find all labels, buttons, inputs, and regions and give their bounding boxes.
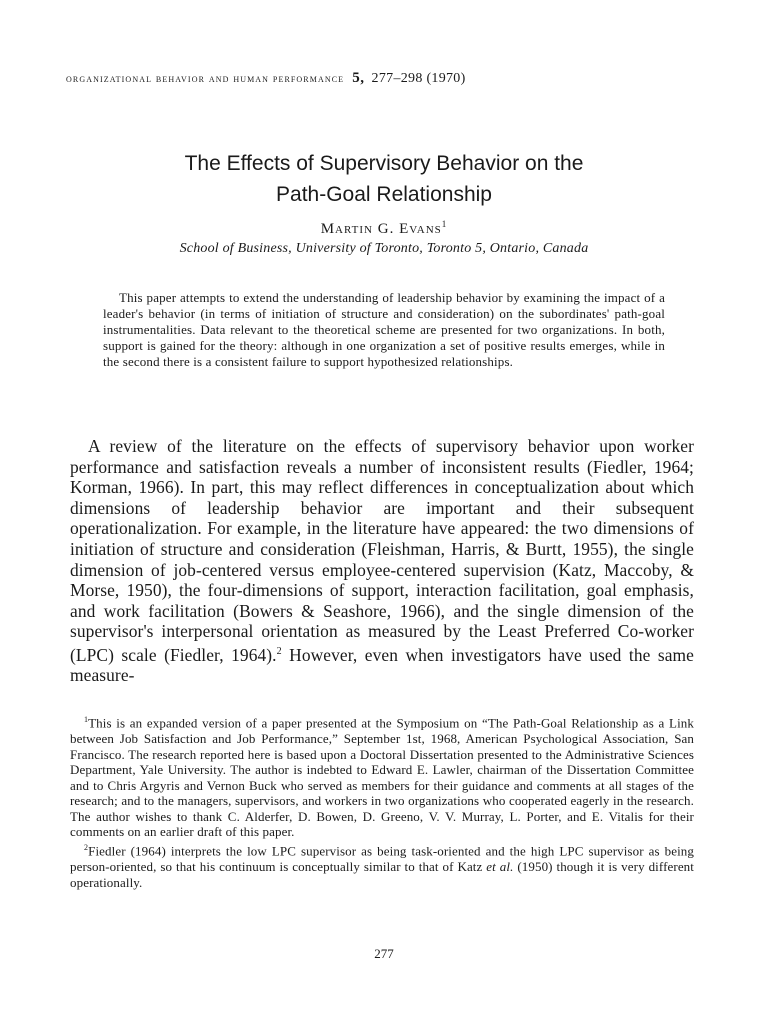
footnote-2 (70, 840, 694, 890)
journal-volume: 5, (352, 70, 365, 86)
body-text-end: However, even when investigators have used the same measure- (70, 644, 695, 686)
running-header (66, 70, 706, 87)
footnote-2-et-al: et al. (486, 859, 514, 874)
abstract: This paper attempts to extend the understanding of leadership behavior by examining the impact of a leader's behavior (in terms of initiation of structure and consideration) on the subordinates' path-goal instrumentalities. Data relevant to the theoretical scheme are presented for two organizations. In both, support is gained for the theory: although in one organization a set of positive results emerges, while in the second there is a consistent failure to support hypothesized relationships. (103, 290, 665, 370)
author-footnote-mark: 1 (441, 219, 448, 229)
body-text: A review of the literature on the effects of supervisory behavior upon worker performance and satisfaction reveals a number of inconsistent results (Fiedler, 1964; Korman, 1966). In part, this may reflect differences in conceptualization about which dimensions of leadership behavior are important and their subsequent operationalization. For example, in the literature have appeared: the two dimensions of initiation of structure and consideration (Fleishman, Harris, & Burtt, 1955), the single dimension of job-centered versus employee-centered supervision (Katz, Maccoby, & Morse, 1950), the four-dimensions of support, interaction facilitation, goal emphasis, and work facilitation (Bowers & Seashore, 1966), and the single dimension of the supervisor's interpersonal orientation as measured by the Least Preferred Co-worker (LPC) scale (Fiedler, 1964). (70, 436, 694, 665)
journal-pages: 277–298 (1970) (371, 71, 466, 86)
body-footnote-mark: 2 (276, 645, 282, 657)
author-line (66, 219, 702, 238)
journal-name: organizational behavior and human performance (66, 73, 345, 85)
footnote-1 (70, 712, 694, 840)
body-paragraph (70, 436, 694, 686)
footnote-2-mark: 2 (84, 843, 89, 853)
title-line-2: Path-Goal Relationship (276, 183, 492, 206)
footnote-2-text-b: (1950) though it is very different operationally. (70, 859, 694, 890)
page-number: 277 (374, 946, 394, 961)
title-line-1: The Effects of Supervisory Behavior on the (184, 152, 584, 175)
footnote-2-text-a: Fiedler (1964) interprets the low LPC supervisor as being task-oriented and the high LPC supervisor as being person-oriented, so that his continuum is conceptually similar to that of Katz (70, 843, 694, 874)
footnote-1-mark: 1 (84, 715, 89, 724)
author-name: Martin G. Evans (320, 221, 442, 237)
footnote-1-text: This is an expanded version of a paper presented at the Symposium on “The Path-Goal Relationship as a Link between Job Satisfaction and Job Performance,” September 1st, 1968, American Psychological Association, San Francisco. The research reported here is based upon a Doctoral Dissertation presented to the Administrative Sciences Department, Yale University. The author is indebted to Edward E. Lawler, chairman of the Dissertation Committee and to Chris Argyris and Vernon Buck who served as members for their guidance and comments at all stages of the research; and to the managers, supervisors, and workers in two organizations who cooperated eagerly in the research. The author wishes to thank C. Alderfer, D. Bowen, D. Greeno, V. V. Murray, L. Porter, and E. Vitalis for their comments on an earlier draft of this paper. (70, 715, 694, 840)
author-affiliation: School of Business, University of Toronto, Toronto 5, Ontario, Canada (179, 241, 589, 256)
footnotes (70, 712, 694, 890)
paper-title (66, 148, 702, 210)
